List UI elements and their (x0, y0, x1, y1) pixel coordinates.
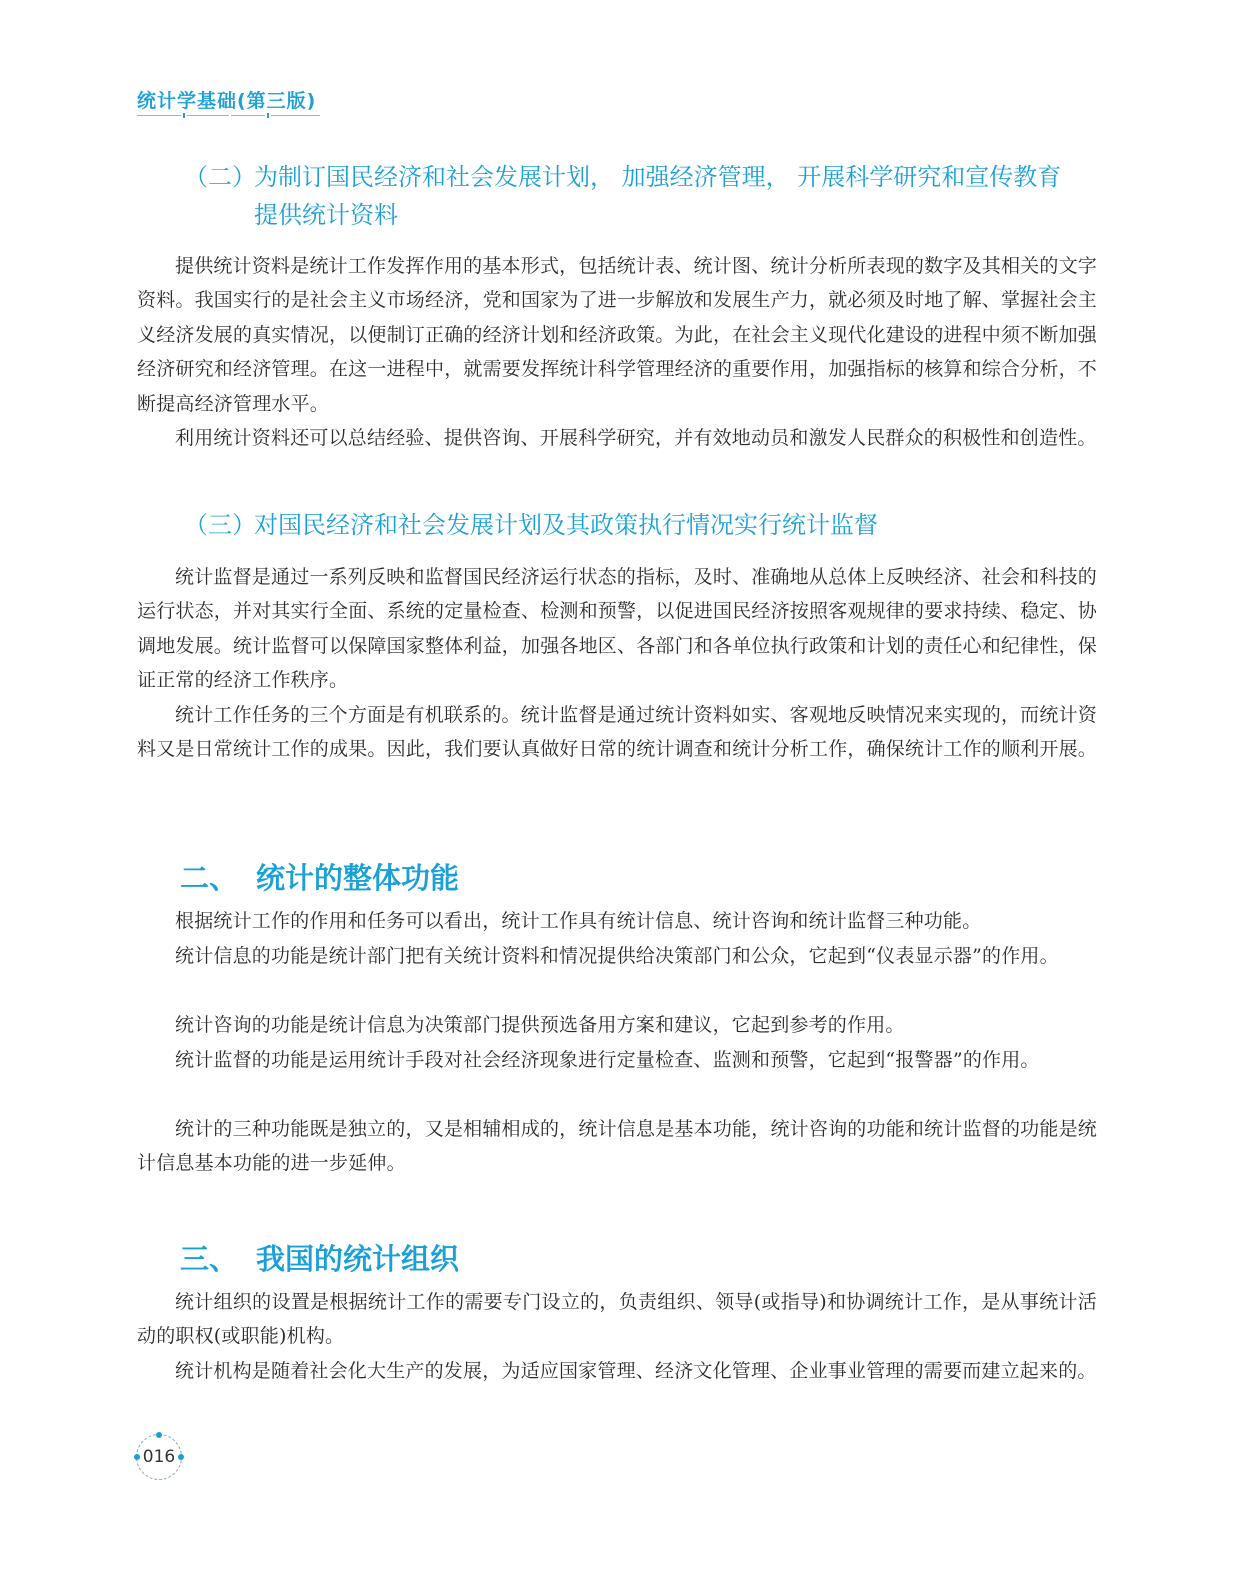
paragraph: 统计监督的功能是运用统计手段对社会经济现象进行定量检查、监测和预警，它起到“报警器”的作用。 (175, 1049, 1040, 1071)
section-heading-3 (180, 1237, 459, 1278)
paragraph: 统计工作任务的三个方面是有机联系的。统计监督是通过统计资料如实、客观地反映情况来实现的，而统计资料又是日常统计工作的成果。因此，我们要认真做好日常的统计调查和统计分析工作，确保统计工作的顺利开展。 (137, 704, 1098, 761)
section-number: 二、 (180, 861, 239, 895)
paragraph: 统计监督是通过一系列反映和监督国民经济运行状态的指标，及时、准确地从总体上反映经济、社会和科技的运行状态，并对其实行全面、系统的定量检查、检测和预警，以促进国民经济按照客观规律的要求持续、稳定、协调地发展。统计监督可以保障国家整体利益，加强各地区、各部门和各单位执行政策和计划的责任心和纪律性，保证正常的经济工作秩序。 (137, 566, 1098, 692)
subsection-title-line1: 为制订国民经济和社会发展计划， 加强经济管理， 开展科学研究和宣传教育 (254, 163, 1062, 191)
page-number: 016 (142, 1447, 176, 1467)
header-rule (137, 113, 320, 119)
paragraph: 根据统计工作的作用和任务可以看出，统计工作具有统计信息、统计咨询和统计监督三种功能。 (175, 910, 982, 932)
paragraph: 提供统计资料是统计工作发挥作用的基本形式，包括统计表、统计图、统计分析所表现的数字及其相关的文字资料。我国实行的是社会主义市场经济，党和国家为了进一步解放和发展生产力，就必须及时地了解、掌握社会主义经济发展的真实情况，以便制订正确的经济计划和经济政策。为此，在社会主义现代化建设的进程中须不断加强经济研究和经济管理。在这一进程中，就需要发挥统计科学管理经济的重要作用，加强指标的核算和综合分析，不断提高经济管理水平。 (137, 255, 1098, 415)
subsection-number: （三） (184, 511, 256, 539)
section-title: 统计的整体功能 (256, 861, 460, 895)
paragraph: 统计信息的功能是统计部门把有关统计资料和情况提供给决策部门和公众，它起到“仪表显示器”的作用。 (175, 945, 1059, 967)
paragraph: 统计组织的设置是根据统计工作的需要专门设立的，负责组织、领导(或指导)和协调统计工作，是从事统计活动的职权(或职能)机构。 (137, 1291, 1097, 1348)
page-badge-dot (178, 1454, 184, 1460)
page-badge-dot (134, 1454, 140, 1460)
paragraph: 利用统计资料还可以总结经验、提供咨询、开展科学研究，并有效地动员和激发人民群众的积极性和创造性。 (175, 427, 1097, 449)
paragraph: 统计的三种功能既是独立的，又是相辅相成的，统计信息是基本功能，统计咨询的功能和统计监督的功能是统计信息基本功能的进一步延伸。 (137, 1118, 1097, 1175)
paragraph: 统计机构是随着社会化大生产的发展，为适应国家管理、经济文化管理、企业事业管理的需要而建立起来的。 (175, 1360, 1097, 1382)
running-header-book-title: 统计学基础(第三版) (137, 90, 317, 112)
section-heading-2 (180, 856, 459, 897)
page-number-badge (136, 1434, 182, 1480)
section-title: 我国的统计组织 (256, 1242, 460, 1276)
paragraph: 统计咨询的功能是统计信息为决策部门提供预选备用方案和建议，它起到参考的作用。 (175, 1014, 905, 1036)
subsection-title-line2: 提供统计资料 (254, 201, 398, 229)
subsection-number: （二） (184, 163, 256, 191)
subsection-heading-2 (184, 158, 1061, 234)
subsection-title: 对国民经济和社会发展计划及其政策执行情况实行统计监督 (254, 511, 878, 539)
section-number: 三、 (180, 1242, 239, 1276)
subsection-heading-3 (184, 506, 878, 544)
page-badge-dot (156, 1432, 162, 1438)
